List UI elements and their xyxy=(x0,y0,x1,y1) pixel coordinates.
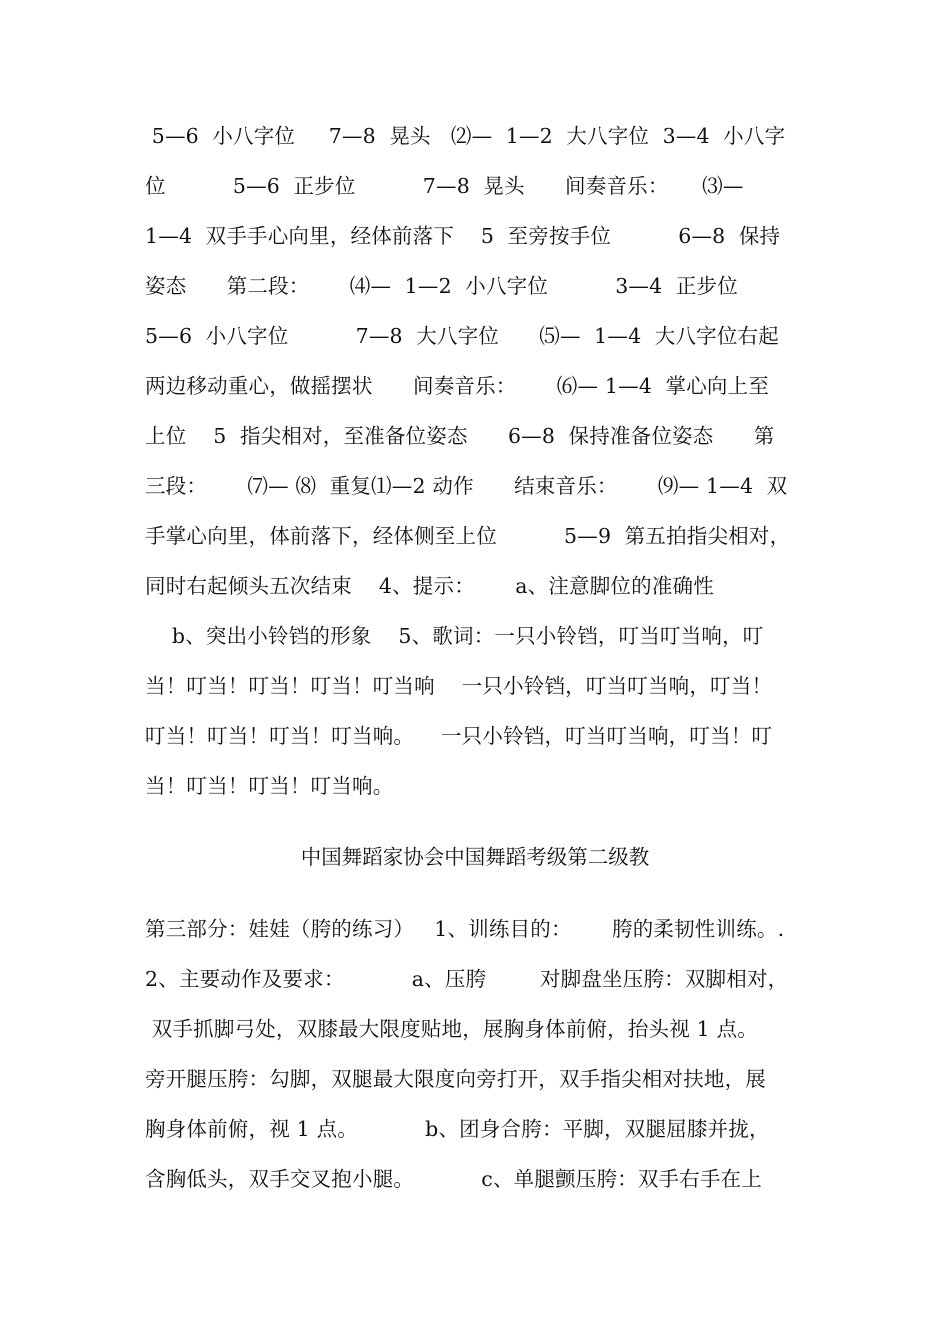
text-line: 叮当！叮当！叮当！叮当响。 一只小铃铛，叮当叮当响，叮当！叮 xyxy=(145,724,773,748)
text-line: 当！叮当！叮当！叮当！叮当响 一只小铃铛，叮当叮当响，叮当！ xyxy=(145,674,773,698)
text-line: 旁开腿压胯：勾脚，双腿最大限度向旁打开，双手指尖相对扶地，展 xyxy=(145,1067,766,1091)
text-line: 位 5—6 正步位 7—8 晃头 间奏音乐： ⑶— xyxy=(145,174,744,198)
text-line: 2、主要动作及要求： a、压胯 对脚盘坐压胯：双脚相对， xyxy=(145,967,789,991)
text-line: 两边移动重心，做摇摆状 间奏音乐： ⑹— 1—4 掌心向上至 xyxy=(145,374,770,398)
section-heading: 中国舞蹈家协会中国舞蹈考级第二级教 xyxy=(300,845,650,869)
text-line: 三段： ⑺— ⑻ 重复⑴—2 动作 结束音乐： ⑼— 1—4 双 xyxy=(145,474,788,498)
text-line: 5—6 小八字位 7—8 大八字位 ⑸— 1—4 大八字位右起 xyxy=(145,324,779,348)
text-line: 手掌心向里，体前落下，经体侧至上位 5—9 第五拍指尖相对， xyxy=(145,524,791,548)
text-line: 当！叮当！叮当！叮当响。 xyxy=(145,774,394,798)
text-line: 姿态 第二段： ⑷— 1—2 小八字位 3—4 正步位 xyxy=(145,274,738,298)
text-line: 胸身体前俯，视 1 点。 b、团身合胯：平脚，双腿屈膝并拢， xyxy=(145,1117,770,1141)
text-line: b、突出小铃铛的形象 5、歌词：一只小铃铛，叮当叮当响，叮 xyxy=(145,624,764,648)
text-line: 1—4 双手手心向里，经体前落下 5 至旁按手位 6—8 保持 xyxy=(145,224,781,248)
text-line: 含胸低头，双手交叉抱小腿。 c、单腿颤压胯：双手右手在上 xyxy=(145,1167,763,1191)
text-line: 同时右起倾头五次结束 4、提示： a、注意脚位的准确性 xyxy=(145,574,714,598)
text-line: 双手抓脚弓处，双膝最大限度贴地，展胸身体前俯，抬头视 1 点。 xyxy=(145,1017,758,1041)
text-line: 上位 5 指尖相对，至准备位姿态 6—8 保持准备位姿态 第 xyxy=(145,424,775,448)
text-line: 5—6 小八字位 7—8 晃头 ⑵— 1—2 大八字位 3—4 小八字 xyxy=(145,124,786,148)
text-line: 第三部分：娃娃（胯的练习） 1、训练目的： 胯的柔韧性训练。. xyxy=(145,917,785,941)
